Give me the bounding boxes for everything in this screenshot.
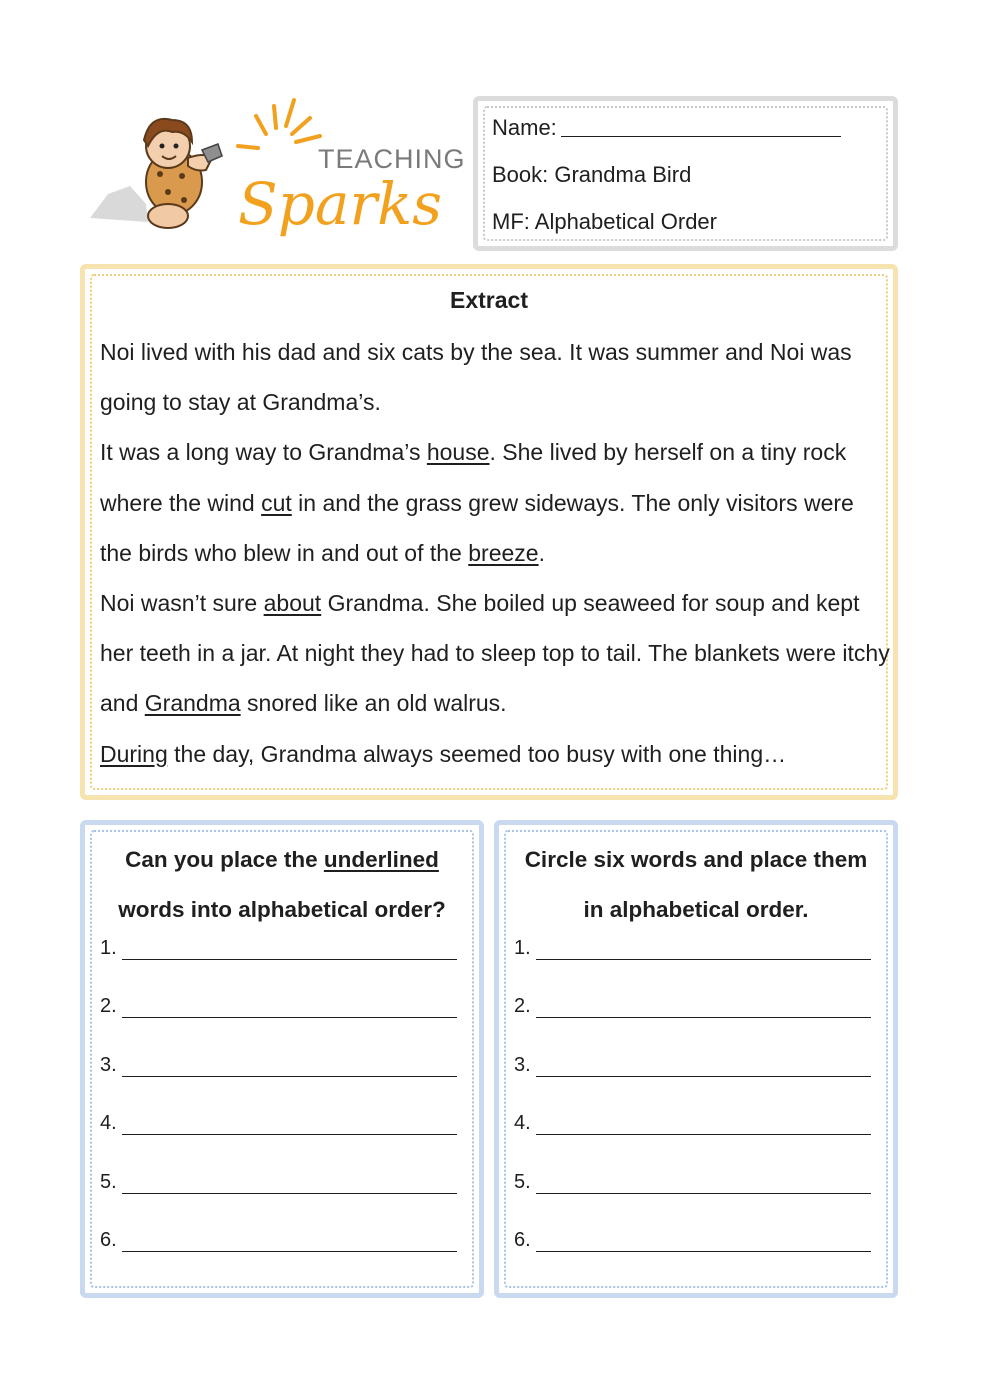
answer-row — [514, 1054, 871, 1077]
answer-number: 1. — [100, 937, 117, 959]
text-run: Circle six words and place them — [524, 847, 868, 872]
underlined-word: breeze — [468, 539, 539, 566]
underlined-word: house — [426, 439, 490, 466]
text-run: Can you place the — [125, 847, 324, 872]
question-2-title — [499, 835, 893, 935]
answer-number: 2. — [100, 995, 117, 1017]
teaching-sparks-logo — [88, 96, 463, 241]
answer-number: 5. — [100, 1171, 117, 1193]
answer-line[interactable] — [122, 1233, 457, 1252]
name-label: Name: — [492, 115, 557, 140]
name-blank[interactable] — [561, 116, 841, 137]
answer-number: 6. — [514, 1229, 531, 1251]
answer-number: 3. — [100, 1054, 117, 1076]
answer-line[interactable] — [122, 999, 457, 1018]
underlined-word: During — [100, 740, 168, 767]
underlined-word: cut — [261, 489, 292, 516]
extract-title: Extract — [450, 287, 528, 313]
answer-row — [100, 937, 457, 960]
answer-row — [100, 1054, 457, 1077]
text-run: Noi wasn’t sure — [100, 590, 264, 617]
answer-number: 6. — [100, 1229, 117, 1251]
extract-paragraph-4 — [100, 729, 890, 779]
text-run: Grandma. She boiled up seaweed for soup and kept her teeth in a jar. At night they had to sleep top to tail. The blankets were itchy and — [100, 590, 890, 717]
text-run: . — [538, 539, 545, 566]
answer-line[interactable] — [122, 1058, 457, 1077]
answer-line[interactable] — [122, 941, 457, 960]
answer-number: 4. — [100, 1112, 117, 1134]
answer-line[interactable] — [536, 1175, 871, 1194]
answer-row — [100, 1112, 457, 1135]
answer-row — [100, 995, 457, 1018]
name-line — [492, 115, 841, 141]
question-1-box — [80, 820, 484, 1298]
answer-row — [514, 937, 871, 960]
extract-box — [80, 264, 898, 800]
text-run: words into alphabetical order? — [118, 897, 446, 922]
answer-number: 1. — [514, 937, 531, 959]
extract-paragraph-2 — [100, 427, 890, 578]
student-info-box — [473, 96, 898, 251]
answer-row — [100, 1171, 457, 1194]
underlined-word: underlined — [323, 847, 439, 872]
sparks-rays-icon — [238, 100, 320, 148]
answer-row — [514, 995, 871, 1018]
text-run: the day, Grandma always seemed too busy with one thing… — [167, 740, 787, 767]
book-label: Book: Grandma Bird — [492, 162, 692, 187]
text-run: snored like an old walrus. — [240, 690, 507, 717]
answer-line[interactable] — [122, 1175, 457, 1194]
logo-sparks-text: Sparks — [238, 170, 443, 238]
answer-line[interactable] — [536, 1058, 871, 1077]
answer-line[interactable] — [536, 1233, 871, 1252]
mf-label: MF: Alphabetical Order — [492, 209, 717, 234]
extract-paragraph-3 — [100, 578, 890, 729]
answer-number: 3. — [514, 1054, 531, 1076]
underlined-word: Grandma — [144, 690, 241, 717]
extract-paragraph-1: Noi lived with his dad and six cats by the sea. It was summer and Noi was going to stay at Grandma’s. — [100, 339, 852, 416]
answer-row — [514, 1171, 871, 1194]
answer-number: 2. — [514, 995, 531, 1017]
logo-teaching-text: TEACHING — [318, 144, 463, 174]
answer-line[interactable] — [122, 1116, 457, 1135]
underlined-word: about — [263, 590, 322, 617]
question-1-title — [85, 835, 479, 935]
answer-row — [514, 1229, 871, 1252]
text-run: in and the grass grew sideways. The only visitors were the birds who blew in and out of the — [100, 489, 854, 566]
question-2-box — [494, 820, 898, 1298]
answer-number: 5. — [514, 1171, 531, 1193]
answer-line[interactable] — [536, 999, 871, 1018]
text-run: It was a long way to Grandma’s — [100, 439, 427, 466]
answer-line[interactable] — [536, 1116, 871, 1135]
text-run: . She lived by herself on a tiny rock where the wind — [100, 439, 847, 516]
caveman-mascot-icon — [90, 119, 222, 228]
answer-line[interactable] — [536, 941, 871, 960]
text-run: in alphabetical order. — [583, 897, 809, 922]
answer-row — [514, 1112, 871, 1135]
extract-text — [100, 327, 890, 779]
answer-number: 4. — [514, 1112, 531, 1134]
answer-row — [100, 1229, 457, 1252]
